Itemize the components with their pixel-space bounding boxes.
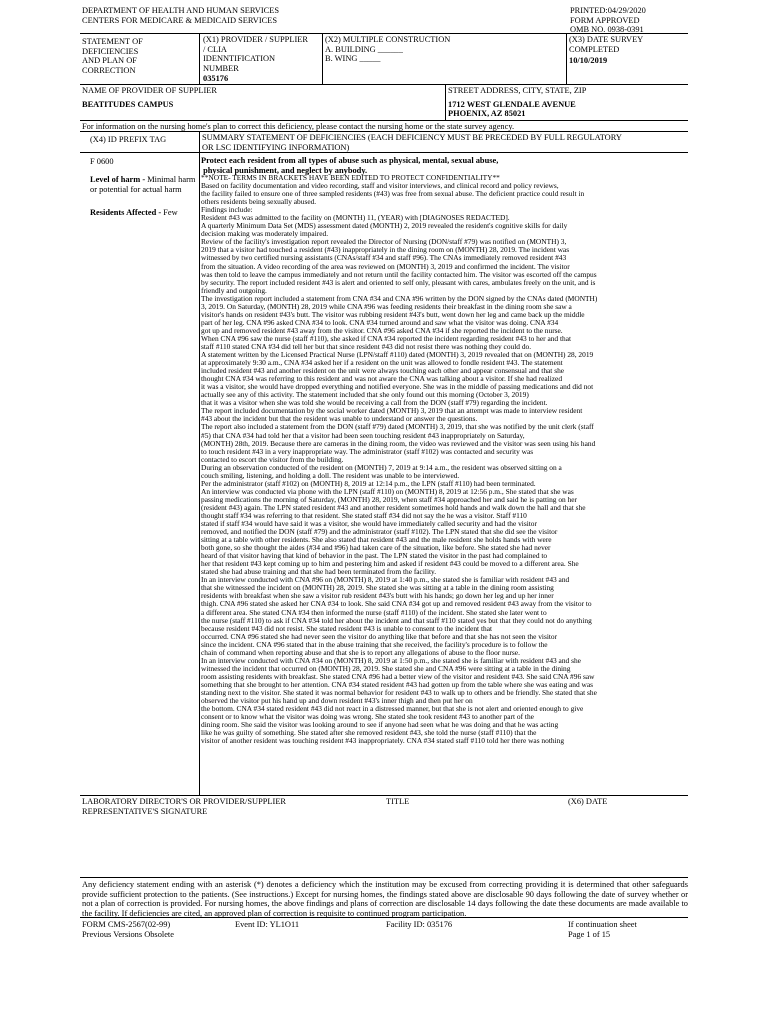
event-id: Event ID: YL1O11 xyxy=(235,920,300,929)
deficiency-heading-line-2: physical punishment, and neglect by anybody. xyxy=(201,165,368,175)
narrative-line: staff #110 stated CNA #34 did tell her but that since resident #43 did not resist there was nothing they could do. xyxy=(201,342,532,351)
form-approved: FORM APPROVED xyxy=(570,15,640,25)
agency-line-2: CENTERS FOR MEDICARE & MEDICAID SERVICES xyxy=(82,15,277,25)
narrative-line: observed the visitor put his hand up and down resident #43's inner thigh and then put her on xyxy=(201,697,473,706)
form-box-divider-2 xyxy=(322,33,323,84)
form-box-divider-1 xyxy=(199,33,200,84)
level-of-harm-value: Minimal harm or potential for actual harm xyxy=(90,175,196,194)
form-box-rule-4 xyxy=(80,131,688,132)
narrative-line: it was a visitor, she would have dropped everything and notified everyone. She was in the middle of passing medications and did not xyxy=(201,383,594,392)
form-box-divider-3 xyxy=(566,33,567,84)
narrative-line: Findings include: xyxy=(201,206,253,215)
footer-top-rule xyxy=(80,877,688,878)
narrative-line: The report also included a statement from the DON (staff #79) dated (MONTH) 3, 2019, that she was notified by the unit clerk (staff xyxy=(201,423,594,432)
residents-affected xyxy=(90,208,196,218)
form-box-divider-4 xyxy=(445,84,446,120)
narrative-line: that she witnessed the incident on (MONTH) 28, 2019. She stated she was sitting at a table in the dining room assisting xyxy=(201,584,554,593)
narrative-line: that it was a visitor when she was told she would be receiving a call from the DON (staff #79) regarding the incident. xyxy=(201,399,548,408)
narrative-line: In an interview conducted with CNA #96 on (MONTH) 8, 2019 at 1:40 p.m., she stated she is familiar with resident #43 and xyxy=(201,576,570,585)
narrative-line: because resident #43 did not resist. She stated resident #43 is unable to consent to the incident that xyxy=(201,624,493,633)
deficiency-heading-line-1: Protect each resident from all types of abuse such as physical, mental, sexual abuse, xyxy=(201,156,499,165)
narrative-line: During an observation conducted of the resident on (MONTH) 7, 2019 at 9:14 a.m., the resident was observed sitting on a xyxy=(201,463,562,472)
statement-of-deficiencies-label: STATEMENT OF DEFICIENCIES AND PLAN OF CORRECTION xyxy=(82,37,143,75)
narrative-line: others residents being sexually abused. xyxy=(201,198,317,207)
narrative-line: occurred. CNA #96 stated she had never seen the visitor do anything like that before and that she has not seen the visitor xyxy=(201,632,558,641)
narrative-line: the nurse (staff #110) to ask if CNA #34 told her about the incident and that staff #110 stated yes but that they could not do anything xyxy=(201,616,592,625)
narrative-line: Review of the facility's investigation report revealed the Director of Nursing (DON/staff #79) was notified on (MONTH) 3, xyxy=(201,238,567,247)
narrative-line: passing medications the morning of Saturday, (MONTH) 28, 2019, when staff #34 approached her and said he is patting on her xyxy=(201,495,578,504)
narrative-line: #43 about the incident but that the resident was unable to understand or answer the questions. xyxy=(201,415,478,424)
narrative-line: stated if staff #34 would have said it was a visitor, she would have immediately called security and had the visitor xyxy=(201,520,537,529)
level-of-harm-label: Level of harm - xyxy=(90,175,148,184)
street-address-label: STREET ADDRESS, CITY, STATE, ZIP xyxy=(448,86,587,95)
narrative-line: standing next to the visitor. She stated it was normal behavior for resident #43 to walk up to others and be friendly. She stated that she xyxy=(201,689,597,697)
body-bottom-rule xyxy=(80,795,688,796)
omb-number: OMB NO. 0938-0391 xyxy=(570,25,644,35)
narrative-line: by security. The report included resident #43 is alert and oriented to self only, pleasant with cares, ambulates freely on the unit, and is xyxy=(201,278,596,287)
date-label: (X6) DATE xyxy=(568,797,608,806)
street-address-line-2: PHOENIX, AZ 85021 xyxy=(448,109,526,118)
narrative-line: The report included documentation by the social worker dated (MONTH) 3, 2019 that an attempt was made to interview resident xyxy=(201,407,583,416)
narrative-line: contacted to escort the visitor from the building. xyxy=(201,455,344,464)
info-contact-line: For information on the nursing home's plan to correct this deficiency, please contact the nursing home or the state survey agency. xyxy=(82,121,515,131)
narrative-line: her that resident #43 kept coming up to him and pestering him and asked if resident #43 could be moved to a different area. She xyxy=(201,560,579,569)
narrative-line: 3, 2019. On Saturday, (MONTH) 28, 2019 while CNA #96 was feeding residents their breakfast in the dining room she saw a xyxy=(201,302,572,311)
narrative-line: visitor's hands on resident #43's butt. The visitor was rubbing resident #43's butt, went down her leg and came back up the middle xyxy=(201,310,585,319)
x3-date-survey-label: (X3) DATE SURVEY COMPLETED xyxy=(569,35,644,54)
narrative-line: thigh. CNA #96 stated she asked her CNA #34 to look. She said CNA #34 got up and removed resident #43 away from the visitor to xyxy=(201,600,592,609)
tag-column-divider xyxy=(199,131,200,795)
provider-name-label: NAME OF PROVIDER OF SUPPLIER xyxy=(82,86,217,95)
printed-date: PRINTED:04/29/2020 xyxy=(570,6,646,15)
narrative-line: Per the administrator (staff #102) on (MONTH) 8, 2019 at 12:14 p.m., the LPN (staff #110) had been terminated. xyxy=(201,479,536,488)
narrative-line: chain of command when reporting abuse and that she is to report any allegations of abuse to the floor nurse. xyxy=(201,648,520,657)
narrative-line: sitting at a table with other residents. She also stated that resident #43 and the male resident she holds hands with were xyxy=(201,536,552,545)
x4-id-prefix-tag-label: (X4) ID PREFIX TAG xyxy=(90,135,167,144)
x2-multiple-construction xyxy=(325,35,563,64)
narrative-line: visitor of another resident was touching resident #43 inappropriately. CNA #34 stated staff #110 told her there was nothing xyxy=(201,737,565,746)
residents-affected-value: Few xyxy=(163,208,178,217)
deficiency-heading xyxy=(201,156,687,175)
narrative-line: consent or to know what the visitor was doing was wrong. She stated she took resident #43 to another part of the xyxy=(201,713,534,722)
narrative-line: thought staff #34 was referring to that resident. She stated staff #34 did not say the he was a visitor. Staff #110 xyxy=(201,511,527,520)
narrative-line: residents with breakfast when she saw a visitor rub resident #43's butt with his hands; go down her leg and up her inner xyxy=(201,592,554,601)
residents-affected-label: Residents Affected - xyxy=(90,208,164,217)
summary-statement-header: SUMMARY STATEMENT OF DEFICIENCIES (EACH DEFICIENCY MUST BE PRECEDED BY FULL REGULATORY OR LSC IDENTIFYING INFORMATION) xyxy=(202,133,622,152)
form-approval-block xyxy=(570,6,646,35)
director-signature-label: LABORATORY DIRECTOR'S OR PROVIDER/SUPPLIER REPRESENTATIVE'S SIGNATURE xyxy=(82,797,287,816)
narrative-line: couch smiling, listening, and holding a doll. The resident was unable to be interviewed. xyxy=(201,471,460,480)
provider-name-value: BEATITUDES CAMPUS xyxy=(82,100,174,109)
x3-date-survey-value: 10/10/2019 xyxy=(569,56,608,65)
narrative-line: something that she brought to her attention. CNA #34 stated resident #43 had gotten up from the table where she was eating and was xyxy=(201,680,594,689)
x1-provider-number: 035176 xyxy=(203,74,229,83)
narrative-line: Resident #43 was admitted to the facility on (MONTH) 11, (YEAR) with [DIAGNOSES REDACTED]. xyxy=(201,214,510,223)
form-number: FORM CMS-2567(02-99) xyxy=(82,920,171,929)
page-number: Page 1 of 15 xyxy=(568,929,611,939)
facility-id: Facility ID: 035176 xyxy=(386,920,453,929)
narrative-line: A quarterly Minimum Data Set (MDS) assessment dated (MONTH) 2, 2019 revealed the resident's cognitive skills for daily xyxy=(201,222,568,231)
narrative-line: to touch resident #43 in a very inappropriate way. The administrator (staff #102) was contacted and security was xyxy=(201,447,534,456)
narrative-line: from the situation. A video recording of the area was reviewed on (MONTH) 3, 2019 and confirmed the incident. The visitor xyxy=(201,262,570,271)
form-box-rule-2 xyxy=(80,84,688,85)
narrative-line: stated she had abuse training and that she had been terminated from the facility. xyxy=(201,568,437,577)
narrative-line: (resident #43) again. The LPN stated resident #43 and another resident sometimes hold hands and walk down the hall and that she xyxy=(201,503,586,512)
narrative-line: In an interview conducted with CNA #34 on (MONTH) 8, 2019 at 1:50 p.m., she stated she is familiar with resident #43 and she xyxy=(201,656,581,665)
narrative-line: removed, and notified the DON (staff #79) and the administrator (staff #102). The LPN stated that she did see the visitor xyxy=(201,528,558,537)
narrative-line: When CNA #96 saw the nurse (staff #110), she asked if CNA #34 reported the incident regarding resident #43 to her and that xyxy=(201,334,572,343)
deficiency-tag: F 0600 xyxy=(90,157,114,166)
x2-wing: B. WING _____ xyxy=(325,54,381,64)
agency-header xyxy=(82,6,279,25)
narrative-line: included resident #43 and another resident on the unit were always touching each other and appear consensual and that she xyxy=(201,367,565,376)
narrative-line: witnessed the incident that occurred on (MONTH) 28, 2019. She stated she and CNA #96 were sitting at a table in the dining xyxy=(201,664,571,673)
narrative-line: both gone, so she thought the aides (#34 and #96) had taken care of the situation, like before. She stated she had never xyxy=(201,544,551,553)
narrative-line: 2019 that a visitor had touched a resident (#43) inappropriately in the dining room on (MONTH) 28, 2019. The incident was xyxy=(201,246,570,255)
x2-label: (X2) MULTIPLE CONSTRUCTION xyxy=(325,35,451,44)
footer-bottom-rule xyxy=(80,917,688,918)
narrative-line: actually see any of this activity. The statement included that she only found out this morning (October 3, 2019) xyxy=(201,391,529,400)
previous-versions: Previous Versions Obsolete xyxy=(82,929,174,939)
continuation-block xyxy=(568,920,637,939)
narrative-line: at approximately 9:30 a.m., CNA #34 asked her if a resident on the unit was allowed to fondle resident #43. The statement xyxy=(201,359,563,368)
form-number-block xyxy=(82,920,174,939)
street-address-line-1: 1712 WEST GLENDALE AVENUE xyxy=(448,100,576,109)
narrative-line: a different area. She stated CNA #34 then informed the nurse (staff #110) of the incident. She stated she later went to xyxy=(201,608,547,617)
narrative-line: A statement written by the Licensed Practical Nurse (LPN/staff #110) dated (MONTH) 3, 2019 revealed that on (MONTH) 28, 2019 xyxy=(201,351,594,360)
narrative-line: Based on facility documentation and video recording, staff and visitor interviews, and clinical record and policy reviews, xyxy=(201,182,559,191)
narrative-line: An interview was conducted via phone with the LPN (staff #110) on (MONTH) 8, 2019 at 12:56 p.m., She stated that she was xyxy=(201,487,574,496)
narrative-line: got up and removed resident #43 away from the visitor. CNA #96 asked CNA #34 if she reported the incident to the nurse. xyxy=(201,326,563,335)
narrative-line: witnessed by two certified nursing assistants (CNAs/staff #34 and staff #96). The CNAs immediately removed resident #43 xyxy=(201,254,567,263)
narrative-line: friendly and outgoing. xyxy=(201,286,267,295)
narrative-line: part of her leg. CNA #96 asked CNA #34 to look. CNA #34 turned around and saw what the visitor was doing. CNA #34 xyxy=(201,318,559,327)
narrative-line: **NOTE- TERMS IN BRACKETS HAVE BEEN EDITED TO PROTECT CONFIDENTIALITY** xyxy=(201,174,500,182)
narrative-line: heard of that visitor having that kind of behavior in the past. The LPN stated the visitor in the past had complained to xyxy=(201,552,548,561)
narrative-line: since the incident. CNA #96 stated that in the abuse training that she received, the facility's procedure is to follow the xyxy=(201,640,548,649)
continuation-sheet: If continuation sheet xyxy=(568,920,637,929)
narrative-line: dining room. She said the visitor was looking around to see if anyone had seen what he was doing and that he was acting xyxy=(201,721,559,730)
narrative-line: was then told to leave the campus immediately and not return until the facility contacted him. The visitor was escorted off the campus xyxy=(201,270,597,279)
narrative-line: The investigation report included a statement from CNA #34 and CNA #96 written by the DON signed by the CNAs dated (MONTH) xyxy=(201,294,598,303)
deficiency-narrative xyxy=(201,174,689,745)
title-label: TITLE xyxy=(386,797,410,806)
narrative-line: the bottom. CNA #34 stated resident #43 did not react in a distressed manner, but that she is not alert and oriented enough to give xyxy=(201,705,584,714)
narrative-line: #5) that CNA #34 had told her that a visitor had been seen touching resident #43 inappropriately on Saturday, xyxy=(201,431,525,440)
x2-building: A. BUILDING ______ xyxy=(325,44,403,54)
agency-line-1: DEPARTMENT OF HEALTH AND HUMAN SERVICES xyxy=(82,6,279,15)
narrative-line: the facility failed to ensure one of three sampled residents (#43) was free from sexual abuse. The deficient practice could result in xyxy=(201,190,585,199)
narrative-line: like he was guilty of something. She stated after she removed resident #43, she told the nurse (staff #110) that the xyxy=(201,729,537,738)
narrative-line: (MONTH) 28th, 2019. Because there are cameras in the dining room, the video was reviewed and the visitor was seen using his hand xyxy=(201,439,596,448)
x1-provider-label: (X1) PROVIDER / SUPPLIER / CLIA IDENNTIFICATION NUMBER xyxy=(203,35,308,73)
level-of-harm xyxy=(90,175,196,194)
form-box-top-rule xyxy=(80,33,688,34)
narrative-line: decision making was moderately impaired. xyxy=(201,230,329,239)
narrative-line: thought CNA #34 was referring to this resident and was not aware the CNA was talking about a visitor. If she had realized xyxy=(201,375,563,384)
disclosure-note: Any deficiency statement ending with an asterisk (*) denotes a deficiency which the institution may be excused from correcting providing it is determined that other safeguards provide sufficient protection to the patients. (See instructions.) Except for nursing homes, the findings stated above are disclosable 90 days following the date of survey whether or not a plan of correction is provided. For nursing homes, the above findings and plans of correction are disclosable 14 days following the date these documents are made available to the facility. If deficiencies are cited, an approved plan of correction is requisite to continued program participation. xyxy=(82,880,688,918)
narrative-line: room assisting residents with breakfast. She stated CNA #96 had a better view of the visitor and resident #43. She said CNA #96 saw xyxy=(201,672,595,681)
